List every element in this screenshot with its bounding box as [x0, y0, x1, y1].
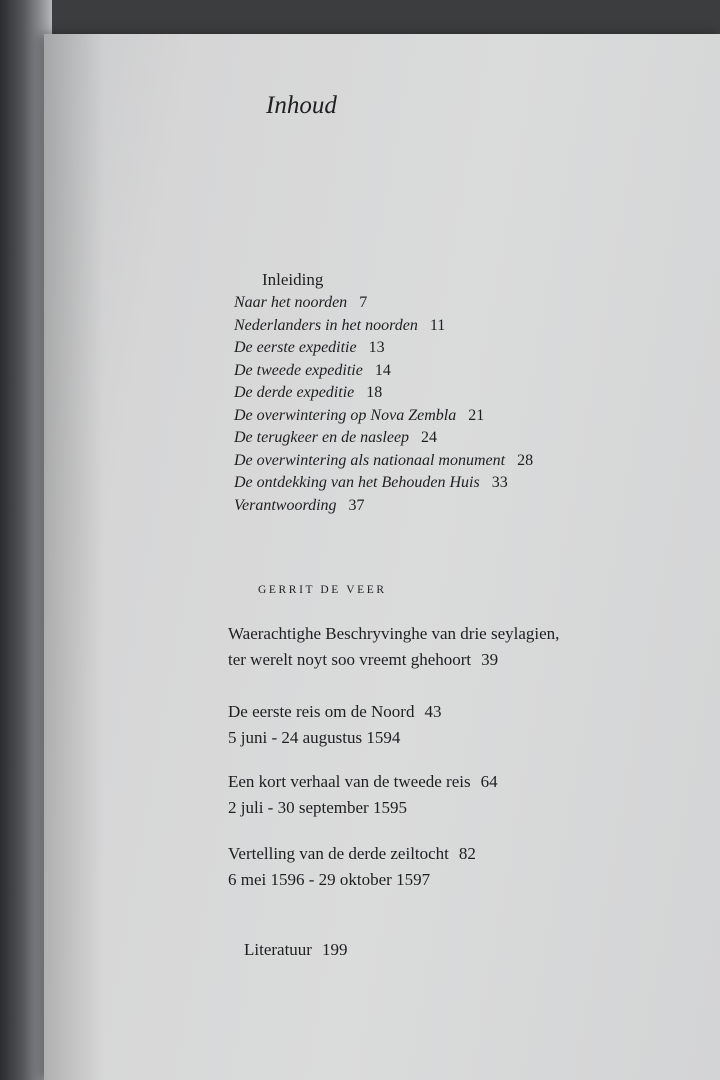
toc-entry	[234, 317, 533, 340]
toc-entry-label: De overwintering op Nova Zembla	[234, 406, 457, 424]
page-title: Inhoud	[266, 92, 337, 119]
toc-entry-page: 18	[366, 384, 383, 401]
literature-label: Literatuur	[244, 940, 312, 959]
toc-entry-label: Verantwoording	[234, 496, 337, 514]
toc-entry-page: 24	[421, 429, 438, 446]
author-name: GERRIT DE VEER	[258, 584, 387, 596]
toc-entry	[234, 407, 533, 430]
toc-entry	[234, 452, 533, 475]
section-entry-line: 2 juli - 30 september 1595	[228, 798, 407, 817]
section-entry-line: Waerachtighe Beschryvinghe van drie seylagien,	[228, 624, 560, 643]
literature-entry	[244, 940, 347, 960]
toc-entry-label: Nederlanders in het noorden	[234, 316, 418, 334]
toc-entry-label: Naar het noorden	[234, 294, 348, 311]
book-page	[44, 34, 720, 1080]
literature-page: 199	[321, 940, 348, 959]
section-entry-line: ter werelt noyt soo vreemt ghehoort	[228, 650, 472, 669]
section-entry-page: 43	[424, 702, 442, 721]
toc-entry-page: 28	[517, 451, 534, 469]
section-entry-line: 5 juni - 24 augustus 1594	[228, 728, 401, 747]
toc-entry-label: De ontdekking van het Behouden Huis	[234, 474, 480, 491]
section-entry-line: 6 mei 1596 - 29 oktober 1597	[228, 870, 431, 889]
toc-entry-page: 14	[374, 361, 391, 379]
toc-entry-label: De derde expeditie	[234, 384, 355, 401]
section-entry-title	[228, 702, 441, 728]
toc-entry-label: De tweede expeditie	[234, 361, 363, 379]
toc-entry	[234, 339, 533, 362]
toc-entry-page: 11	[429, 316, 446, 334]
toc-entry	[234, 384, 533, 407]
toc-entry-page: 37	[348, 496, 365, 514]
intro-toc-list	[234, 294, 533, 519]
toc-entry-label: De terugkeer en de nasleep	[234, 429, 410, 446]
section-entry-line: Vertelling van de derde zeiltocht	[228, 844, 449, 863]
section-entry-subtitle	[228, 650, 559, 676]
section-entry	[228, 772, 498, 824]
toc-entry-label: De eerste expeditie	[234, 339, 357, 356]
section-entry	[228, 624, 559, 676]
section-entry-page: 82	[458, 844, 476, 863]
toc-entry-page: 13	[368, 339, 385, 356]
section-entry	[228, 702, 441, 754]
section-entry	[228, 844, 476, 896]
toc-entry-page: 21	[468, 406, 485, 424]
section-entry-page: 64	[480, 772, 498, 791]
toc-entry	[234, 362, 533, 385]
toc-entry	[234, 429, 533, 452]
section-entry-line: Een kort verhaal van de tweede reis	[228, 772, 471, 791]
intro-heading: Inleiding	[262, 270, 324, 289]
section-entry-dates	[228, 798, 498, 824]
section-entry-dates	[228, 728, 441, 754]
section-entry-dates	[228, 870, 476, 896]
page-gutter-shadow	[44, 34, 104, 1080]
toc-entry	[234, 497, 533, 520]
section-entry-line: De eerste reis om de Noord	[228, 702, 415, 721]
section-entry-page: 39	[481, 650, 499, 669]
toc-entry	[234, 294, 533, 317]
section-entry-title	[228, 844, 476, 870]
toc-entry	[234, 474, 533, 497]
toc-entry-page: 33	[491, 474, 508, 491]
section-entry-title	[228, 624, 559, 650]
toc-entry-page: 7	[359, 294, 368, 311]
section-entry-title	[228, 772, 498, 798]
toc-entry-label: De overwintering als nationaal monument	[234, 451, 506, 469]
